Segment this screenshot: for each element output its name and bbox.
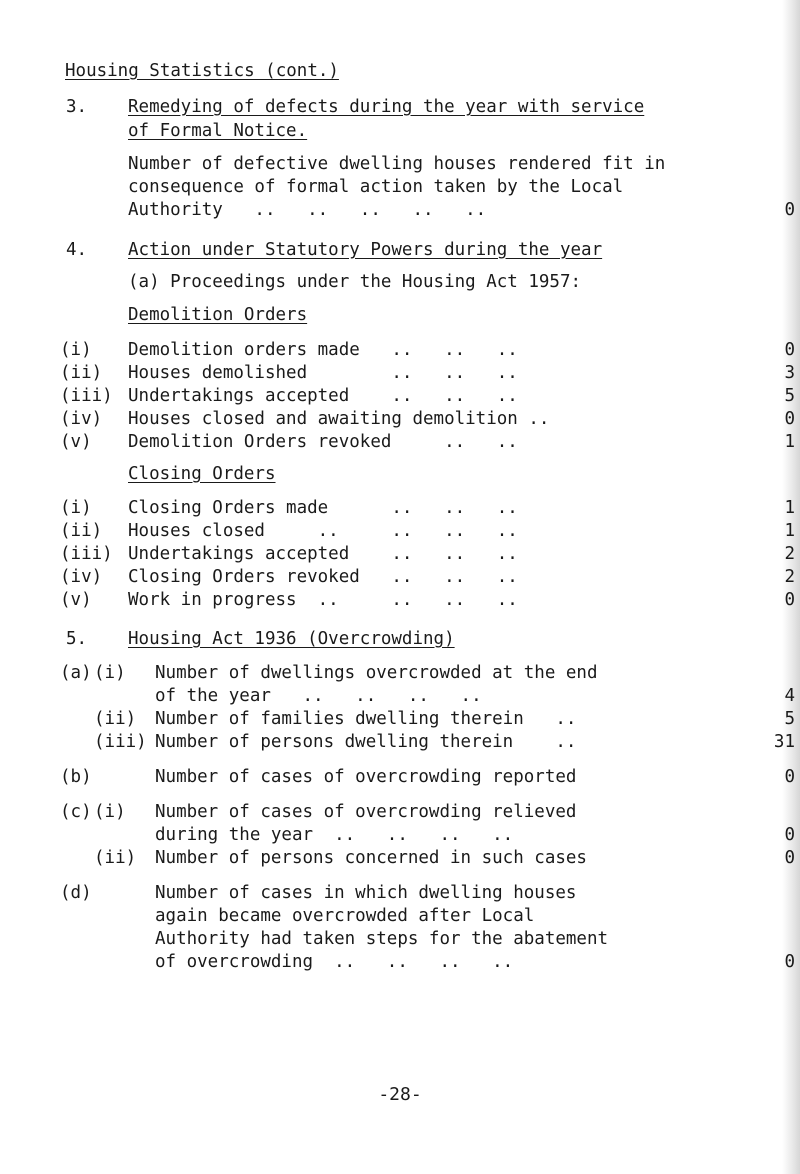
closing-row-value: 2 bbox=[784, 567, 795, 587]
item-c-i-line1: Number of cases of overcrowding relieved bbox=[155, 802, 577, 822]
item-b-value: 0 bbox=[784, 767, 795, 787]
closing-row-value: 1 bbox=[784, 498, 795, 518]
section-5-heading: Housing Act 1936 (Overcrowding) bbox=[128, 629, 455, 649]
item-a-iii-value: 31 bbox=[773, 732, 795, 752]
demolition-row-value: 3 bbox=[784, 363, 795, 383]
item-a-i-line1: Number of dwellings overcrowded at the end bbox=[155, 663, 598, 683]
section-4-number: 4. bbox=[66, 240, 88, 260]
closing-row-label: Closing Orders made .. .. .. bbox=[128, 498, 518, 518]
closing-row-num: (v) bbox=[60, 590, 92, 610]
section-4-heading: Action under Statutory Powers during the year bbox=[128, 240, 603, 260]
page-header-title: Housing Statistics (cont.) bbox=[65, 61, 339, 81]
section-3-value: 0 bbox=[784, 200, 795, 220]
demolition-row-label: Undertakings accepted .. .. .. bbox=[128, 386, 518, 406]
closing-row-num: (i) bbox=[60, 498, 92, 518]
item-c-label: (c) bbox=[60, 802, 92, 822]
item-c-i-value: 0 bbox=[784, 825, 795, 845]
item-a-ii-line: Number of families dwelling therein .. bbox=[155, 709, 577, 729]
item-b-label: (b) bbox=[60, 767, 92, 787]
closing-row-num: (ii) bbox=[60, 521, 103, 541]
item-a-i-line2: of the year .. .. .. .. bbox=[155, 686, 482, 706]
demolition-row-num: (i) bbox=[60, 340, 92, 360]
demolition-row-label: Houses closed and awaiting demolition .. bbox=[128, 409, 550, 429]
closing-row-value: 0 bbox=[784, 590, 795, 610]
section-3-body-line: Number of defective dwelling houses rendered fit in bbox=[128, 154, 666, 174]
section-3-number: 3. bbox=[66, 97, 88, 117]
item-c-ii-num: (ii) bbox=[94, 848, 137, 868]
demolition-row-value: 0 bbox=[784, 409, 795, 429]
closing-row-label: Undertakings accepted .. .. .. bbox=[128, 544, 518, 564]
closing-row-label: Houses closed .. .. .. .. bbox=[128, 521, 518, 541]
item-d-line: Authority had taken steps for the abatement bbox=[155, 929, 609, 949]
item-a-ii-value: 5 bbox=[784, 709, 795, 729]
item-a-iii-line: Number of persons dwelling therein .. bbox=[155, 732, 577, 752]
demolition-row-num: (v) bbox=[60, 432, 92, 452]
closing-row-num: (iv) bbox=[60, 567, 103, 587]
demolition-row-value: 5 bbox=[784, 386, 795, 406]
demolition-orders-title: Demolition Orders bbox=[128, 305, 308, 325]
item-a-label: (a) bbox=[60, 663, 92, 683]
item-d-line: of overcrowding .. .. .. .. bbox=[155, 952, 514, 972]
demolition-row-num: (ii) bbox=[60, 363, 103, 383]
section-3-body-line: consequence of formal action taken by the Local bbox=[128, 177, 624, 197]
section-3-heading-line1: Remedying of defects during the year with service bbox=[128, 97, 645, 117]
section-3-body-line: Authority .. .. .. .. .. bbox=[128, 200, 487, 220]
section-4-subheading: (a) Proceedings under the Housing Act 1957: bbox=[128, 272, 582, 292]
demolition-row-num: (iv) bbox=[60, 409, 103, 429]
item-c-ii-line: Number of persons concerned in such cases bbox=[155, 848, 587, 868]
page-number: -28- bbox=[378, 1084, 422, 1105]
item-d-value: 0 bbox=[784, 952, 795, 972]
closing-orders-title: Closing Orders bbox=[128, 464, 276, 484]
closing-row-value: 2 bbox=[784, 544, 795, 564]
demolition-row-num: (iii) bbox=[60, 386, 113, 406]
item-c-ii-value: 0 bbox=[784, 848, 795, 868]
closing-row-label: Closing Orders revoked .. .. .. bbox=[128, 567, 518, 587]
section-3-heading-line2: of Formal Notice. bbox=[128, 121, 308, 141]
item-a-ii-num: (ii) bbox=[94, 709, 137, 729]
closing-row-value: 1 bbox=[784, 521, 795, 541]
item-a-iii-num: (iii) bbox=[94, 732, 147, 752]
item-a-i-value: 4 bbox=[784, 686, 795, 706]
item-c-i-line2: during the year .. .. .. .. bbox=[155, 825, 514, 845]
closing-row-label: Work in progress .. .. .. .. bbox=[128, 590, 518, 610]
closing-row-num: (iii) bbox=[60, 544, 113, 564]
demolition-row-label: Demolition orders made .. .. .. bbox=[128, 340, 518, 360]
demolition-row-label: Houses demolished .. .. .. bbox=[128, 363, 518, 383]
item-a-i-num: (i) bbox=[94, 663, 126, 683]
demolition-row-label: Demolition Orders revoked .. .. bbox=[128, 432, 518, 452]
item-d-line: again became overcrowded after Local bbox=[155, 906, 535, 926]
item-d-line: Number of cases in which dwelling houses bbox=[155, 883, 577, 903]
item-b-line: Number of cases of overcrowding reported bbox=[155, 767, 577, 787]
demolition-row-value: 1 bbox=[784, 432, 795, 452]
demolition-row-value: 0 bbox=[784, 340, 795, 360]
item-d-label: (d) bbox=[60, 883, 92, 903]
item-c-i-num: (i) bbox=[94, 802, 126, 822]
section-5-number: 5. bbox=[66, 629, 88, 649]
